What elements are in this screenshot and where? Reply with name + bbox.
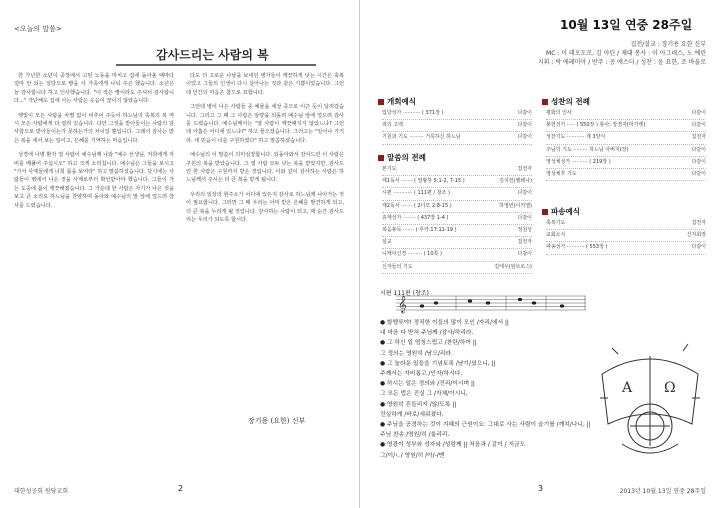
lyric-line: ● 그 놀라운 일들을 기념토록 /남기/셨으니, ||	[380, 360, 496, 367]
order-item-label: 층계성가 ········ ( 437장 1-4 )	[382, 214, 449, 221]
order-item-leader: 다같이	[517, 251, 532, 258]
paragraph: 예수님의 이 말씀이 의미심장합니다. 되돌아와서 감사드린 이 사람은 구원의 복을 받았습니다. 그 열 사람 모두 낫는 복을 받았지만, 감사드린 한 사람은 구원까지 받은 것입니다. 이와 같이 감사하는 사람은 하느님께서 주시는 더 큰 복을 받게 됩니다.	[186, 152, 344, 184]
order-item	[382, 164, 532, 176]
sermon-column-1	[14, 72, 174, 452]
lyric-line: 주님 찬송 /영원/히 /울리리.	[380, 432, 450, 439]
order-item-label: 봉헌성가 ····· ( 550장 ) 봉사: 장경자(마가렛)	[546, 122, 646, 129]
order-item-label: 영성체후 기도	[546, 171, 577, 178]
word-liturgy-heading: 말씀의 전례	[378, 152, 426, 163]
order-item-leader: 다같이	[517, 110, 532, 116]
opening-rite-heading: 개회예식	[378, 96, 416, 107]
opening-rite-list	[382, 108, 532, 145]
lyric-line: 진실하게 /바로/세워졌다.	[380, 411, 444, 418]
order-item-leader: 정원성	[517, 227, 532, 234]
order-item	[382, 213, 532, 225]
order-item-leader: 집전자	[517, 166, 532, 172]
order-item-label: 입당성가 ··········· ( 371장 )	[382, 110, 444, 116]
svg-text:Ω: Ω	[664, 380, 676, 396]
order-item-leader: 다같이	[691, 110, 706, 116]
order-item-leader: 다같이	[517, 134, 532, 141]
order-item-leader: 신자회장	[686, 232, 706, 239]
section-tag: <오늘의 말씀>	[14, 25, 62, 33]
right-page	[360, 0, 720, 508]
order-item	[546, 145, 706, 157]
order-item-label: 설교	[382, 239, 392, 246]
dismissal-list	[546, 218, 706, 255]
order-item-label: 죄의 고백	[382, 122, 403, 129]
order-item	[382, 201, 532, 213]
order-item-leader: 김태우(임브로스)	[494, 263, 532, 270]
order-item	[382, 132, 532, 144]
cross-icon	[542, 209, 548, 215]
lyric-line: ● 영광이 성부와 성자와 /성령께 || 처음과 / 같이 / 지금도	[380, 442, 526, 449]
order-item	[546, 157, 706, 169]
order-item	[546, 242, 706, 254]
order-item	[546, 169, 706, 181]
order-item-label: 신자들의 기도	[382, 263, 413, 270]
order-item-label: 교회소식	[546, 232, 566, 239]
alpha-omega-book-illustration-icon	[592, 334, 708, 464]
order-item-leader: 하영빈(이키엘)	[499, 202, 532, 209]
lyric-line: ● 하시는 일은 정의와 /진리/이시며 ||	[380, 381, 475, 388]
order-item-leader: 다같이	[691, 158, 706, 165]
sermon-column-2	[186, 72, 344, 452]
order-item-label: 본기도	[382, 166, 397, 172]
order-item	[546, 132, 706, 144]
eucharist-heading: 성찬의 전례	[542, 96, 590, 107]
order-item-label: 주님의 기도 ········· 하느님 아버지(장)	[546, 146, 629, 153]
order-item	[546, 218, 706, 230]
paragraph: 성경에 나병 환자 열 사람이 예수님께 나와 "예수 선생님, 저희에게 자비를 베풀어 주십시오" 하고 크게 소리칩니다. 예수님은 그들을 보시고 "가서 사제들에게 너희 몸을 보여라" 하고 말씀하셨습니다. 당시에는 사람들이 병에서 나은 것을 사제로부터 확인받아야 했습니다. 그들이 가는 도중에 몸이 깨끗해졌습니다. 그 가운데 한 사람은 자기가 나은 것을 보고 큰 소리로 하느님을 찬양하며 돌아와 예수님의 발 앞에 엎드려 감사를 드렸습니다.	[14, 152, 174, 209]
cross-icon	[378, 99, 384, 105]
order-item-leader: 다같이	[691, 171, 706, 178]
order-item	[546, 120, 706, 132]
lyric-line: ● 주님을 공경하는 것이 지혜의 근원이요: 그대로 사는 사람이 슬기를 /깨치/나니, ||	[380, 422, 591, 429]
order-item-label: 니케아신경 ········· ( 10쪽 )	[382, 251, 442, 258]
psalm-label: 시편 111편 (창조)	[380, 290, 429, 297]
order-item	[382, 108, 532, 120]
lyric-line: 주께서는 자비롭고 /인자/하시다.	[380, 371, 463, 378]
order-item-leader: 집전자	[691, 220, 706, 226]
psalm-lyrics	[380, 318, 590, 461]
lyric-line: 그/이/ㄴ/ 영원/히 /아/-/멘	[380, 452, 445, 459]
order-item-leader: 다같이	[691, 146, 706, 153]
svg-text:𝄞: 𝄞	[398, 295, 407, 313]
page-number: 3	[538, 484, 544, 493]
svg-text:A: A	[622, 380, 633, 396]
order-item-label: 파송성가 ··········· ( 553장 )	[546, 244, 608, 251]
order-item	[382, 188, 532, 200]
order-item-label: 제1독서 ······· ( 열왕하 5:1-2, 7-15 )	[382, 178, 465, 185]
paragraph: 우리의 일상의 현주소가 어디에 있든지 감사로 하느님께 나아가는 것이 필요합니다. 그러면 그 때 우리는 이미 받은 은혜를 발견하게 되고, 더 큰 복을 누리게 될 것입니다. 감사하는 사람이 되고, 매 순간 감사드리는 우리가 되도록 합시다.	[186, 191, 344, 224]
lyric-line: ● 영원히 흔들리지 /않/도록 ||	[380, 401, 457, 408]
paragraph: 한 가난한 소년이 공장에서 고된 노동을 마치고 집에 돌아올 때마다 얼마 안 되는 일당으로 빵을 사 가족에게 나눠 주곤 했습니다. 소년은 늘 감사합니다 하고 인사했습니다. "이 작은 빵이라도 주셔서 감사합니다..." 가난해도 집에 사는 사람은 웃음이 끊이지 않았습니다.	[14, 73, 174, 105]
lyric-line: 그 정의는 영원히 /남으/리라.	[380, 350, 453, 357]
lyric-line: ● 할렐루야! 정직한 이들의 많이 모인 /자리/에서 ||	[380, 320, 509, 326]
order-item-label: 평화의 인사	[546, 110, 572, 116]
title-rule	[116, 64, 316, 66]
order-item-leader: 다같이	[517, 190, 532, 197]
officiant-line: 지휘 : 박 에레미아 / 반주 : 공 에스더 / 성찬 : 윤 요한, 조 바울로	[537, 59, 706, 66]
order-item-leader: 집전자	[691, 134, 706, 141]
lyric-line: ● 그 하신 일 엄청스럽고 /찬란/하여 ||	[380, 340, 477, 347]
order-item	[382, 262, 532, 274]
order-item	[382, 249, 532, 261]
officiant-line: 집전/설교 : 장기용 요한 신부	[630, 41, 706, 48]
cross-icon	[542, 99, 548, 105]
order-item-leader: 김지헌(헬레나)	[499, 178, 532, 185]
word-liturgy-list	[382, 164, 532, 274]
order-item	[382, 176, 532, 188]
order-item-label: 기원과 기도 ········· 거룩하신 하느님	[382, 134, 461, 141]
order-item	[546, 108, 706, 120]
order-item-leader: 다같이	[517, 122, 532, 129]
order-item-leader: 다같이	[517, 214, 532, 221]
order-item	[546, 230, 706, 242]
officiants-block	[538, 40, 706, 67]
church-name-footer: 대한성공회 원당교회	[14, 488, 69, 495]
paragraph: 그런데 병이 나은 사람들 중 예물을 세상 죽으로 이끈 듯이 달려갔습니다. 그리고 그 때 그 사람은 알량을 되돌려 예수님 앞에 엎드려 감사를 드렸습니다. 예수님께서는 "열 사람이 깨끗해지지 않았느냐? 그런데 아홉은 어디에 있느냐?" 하고 물으셨습니다. 그러고는 "일어나 가거라. 네 믿음이 너를 구원하였다" 하고 말씀하셨습니다.	[186, 104, 344, 144]
lyric-line: 내 마음 다 받쳐 주님께 /감사/하리라.	[380, 330, 474, 337]
order-item-label: 제2독서 ······· ( 2디모 2:8-15 )	[382, 202, 452, 209]
order-item	[382, 225, 532, 237]
cross-icon	[378, 155, 384, 161]
officiant-line: MC : 이 데오도로, 김 아틴 / 제대 봉사 : 이 아그네스, 노 예린	[546, 50, 706, 57]
order-item-leader: 집전자	[517, 239, 532, 246]
order-item-label: 복음봉독 ······· ( 루카 17:11-19 )	[382, 227, 457, 234]
sermon-signature: 장기용 (요한) 신부	[248, 417, 306, 425]
dismissal-heading: 파송예식	[542, 206, 580, 217]
order-item	[382, 237, 532, 249]
paragraph: 다도 더 고로운 나날을 보내던 병자들이 깨끗하게 낫는 시간은 축복이었고 그들의 인생이 다시 살아나는 것과 같은 기쁨이었습니다. 그런데 인간의 마음은 참으로 묘합니다.	[186, 73, 344, 96]
order-item	[382, 120, 532, 132]
order-item-leader: 다같이	[691, 122, 706, 129]
liturgy-date-title: 10월 13일 연중 28주일	[560, 18, 693, 32]
music-staff-icon	[396, 292, 586, 314]
eucharist-list	[546, 108, 706, 181]
page-number: 2	[178, 484, 184, 493]
order-item-label: 영성체성가 ·········· ( 219장 )	[546, 158, 611, 165]
sermon-title: 감사드리는 사람의 복	[156, 48, 269, 62]
order-item-label: 성찬기도 ··········· 제 3양식	[546, 134, 606, 141]
order-item-label: 시편 ············ ( 111편 / 창조 )	[382, 190, 450, 197]
order-item-leader: 다같이	[691, 244, 706, 251]
date-footer: 2013년 10월 13일 연중 28주일	[619, 488, 706, 495]
lyric-line: 그 모든 법은 진실 그 /자체/이시니,	[380, 391, 468, 398]
order-item-label: 축복기도	[546, 220, 566, 226]
paragraph: 햇빛이 모든 사람을 차별 없이 비추어 주듯이 하느님의 축복의 복 역시 모든 사람에게 다 열려 있습니다. 다만 그것을 받아들이는 사람의 감사함으로 받아들이는가 못하는가의 차이일 뿐입니다. 그래서 감사는 받은 복을 세어 보는 일이고, 은혜를 기억하는 마음입니다.	[14, 112, 174, 144]
